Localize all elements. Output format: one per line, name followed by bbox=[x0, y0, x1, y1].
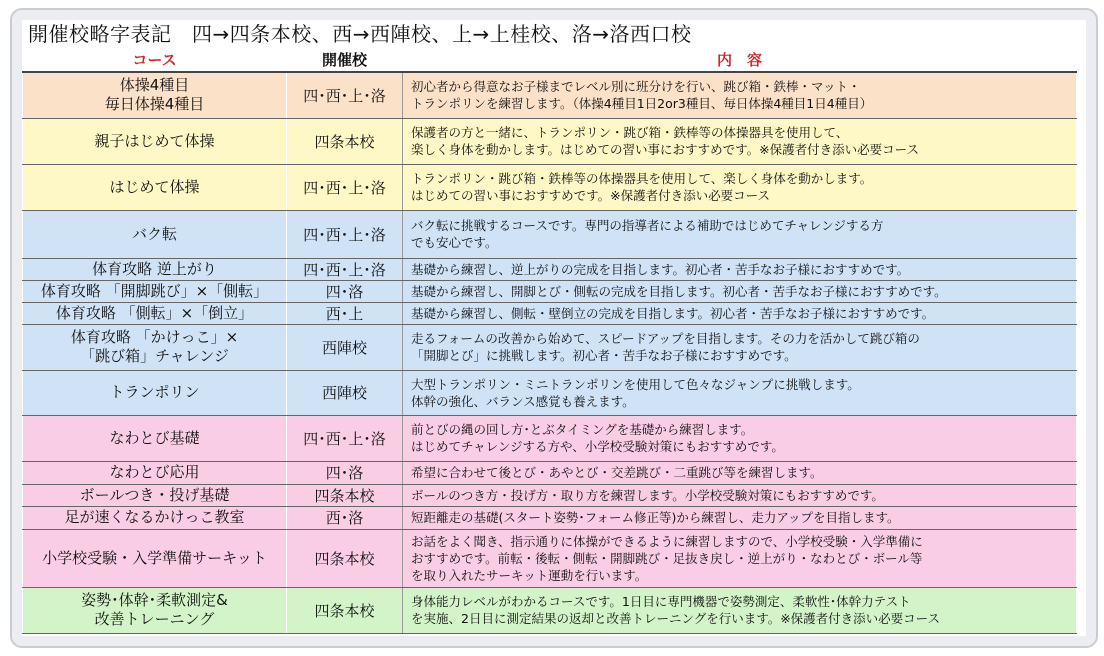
course-name: トランポリン bbox=[109, 383, 200, 401]
table-row bbox=[23, 72, 1077, 118]
content-line: おすすめです。前転・後転・側転・開脚跳び・足抜き戻し・逆上がり・なわとび・ボール等 bbox=[411, 550, 923, 566]
venue-cell: 四条本校 bbox=[287, 529, 403, 587]
venue-cell: 四･洛 bbox=[287, 461, 403, 484]
page-title: 開催校略字表記 四→四条本校、西→西陣校、上→上桂校、洛→洛西口校 bbox=[28, 22, 692, 46]
table-row bbox=[23, 118, 1077, 164]
course-name-cell bbox=[23, 280, 287, 302]
table-row bbox=[23, 370, 1077, 415]
course-name-cell bbox=[23, 370, 287, 415]
venue-cell: 四･西･上･洛 bbox=[287, 210, 403, 258]
course-name: 姿勢･体幹･柔軟測定& bbox=[81, 591, 228, 609]
course-name: バク転 bbox=[131, 224, 177, 243]
course-name-cell bbox=[23, 210, 287, 258]
table-row bbox=[23, 258, 1077, 280]
course-name: 「跳び箱」チャレンジ bbox=[80, 347, 229, 365]
course-name-cell bbox=[23, 461, 287, 484]
venue-cell: 四･西･上･洛 bbox=[287, 164, 403, 210]
content-line: 「開脚とび」に挑戦します。初心者・苦手なお子様におすすめです。 bbox=[411, 348, 797, 363]
table-row bbox=[23, 280, 1077, 302]
venue-cell: 四･西･上･洛 bbox=[287, 72, 403, 118]
course-name-cell bbox=[23, 529, 287, 587]
content-cell bbox=[403, 461, 1077, 484]
content-cell bbox=[403, 280, 1077, 302]
content-line: トランポリンを練習します。（体操4種目1日2or3種目、毎日体操4種目1日4種目） bbox=[411, 96, 873, 112]
content-cell bbox=[403, 72, 1077, 118]
course-name: 親子はじめて体操 bbox=[94, 131, 215, 150]
header-venue: 開催校 bbox=[287, 47, 403, 73]
course-name: なわとび基礎 bbox=[109, 428, 200, 447]
table-row bbox=[23, 529, 1077, 587]
content-cell bbox=[403, 370, 1077, 415]
content-line: 基礎から練習し、開脚とび・側転の完成を目指します。初心者・苦手なお子様におすすめです。 bbox=[411, 283, 947, 299]
course-name-cell bbox=[23, 258, 287, 280]
content-line: 体幹の強化、バランス感覚も養えます。 bbox=[411, 393, 635, 409]
table-row bbox=[23, 302, 1077, 324]
course-name: 小学校受験・入学準備サーキット bbox=[42, 548, 267, 567]
course-name: 改善トレーニング bbox=[94, 610, 215, 628]
header-course: コース bbox=[23, 47, 287, 73]
content-line: でも安心です。 bbox=[411, 235, 498, 250]
content-cell bbox=[403, 529, 1077, 587]
content-line: トランポリン・跳び箱・鉄棒等の体操器具を使用して、楽しく身体を動かします。 bbox=[411, 171, 873, 186]
course-name-cell bbox=[23, 324, 287, 370]
content-line: 身体能力レベルがわかるコースです。1日目に専門機器で姿勢測定、柔軟性･体幹力テスト bbox=[411, 594, 911, 609]
content-line: ボールのつき方・投げ方・取り方を練習します。小学校受験対策にもおすすめです。 bbox=[411, 487, 884, 503]
venue-cell: 西陣校 bbox=[287, 370, 403, 415]
content-cell bbox=[403, 587, 1077, 633]
content-line: 短距離走の基礎(スタート姿勢･フォーム修正等)から練習し、走力アップを目指します。 bbox=[411, 510, 900, 525]
content-line: を取り入れたサーキット運動を行います。 bbox=[411, 567, 648, 583]
content-line: 基礎から練習し、逆上がりの完成を目指します。初心者・苦手なお子様におすすめです。 bbox=[411, 261, 910, 277]
course-name-cell bbox=[23, 415, 287, 461]
content-cell bbox=[403, 324, 1077, 370]
table-header-row bbox=[23, 47, 1077, 73]
content-line: はじめてチャレンジする方や、小学校受験対策にもおすすめです。 bbox=[411, 439, 784, 454]
content-cell bbox=[403, 164, 1077, 210]
content-line: 保護者の方と一緒に、トランポリン・跳び箱・鉄棒等の体操器具を使用して、 bbox=[411, 125, 849, 140]
course-name-cell bbox=[23, 118, 287, 164]
course-name-cell bbox=[23, 164, 287, 210]
venue-cell: 西･洛 bbox=[287, 506, 403, 529]
course-name-cell bbox=[23, 587, 287, 633]
content-line: 希望に合わせて後とび・あやとび・交差跳び・二重跳び等を練習します。 bbox=[411, 465, 823, 480]
course-name: 毎日体操4種目 bbox=[104, 95, 205, 114]
course-name: なわとび応用 bbox=[109, 463, 200, 481]
venue-cell: 四条本校 bbox=[287, 484, 403, 506]
content-line: はじめての習い事におすすめです。※保護者付き添い必要コース bbox=[411, 188, 770, 203]
header-content: 内 容 bbox=[403, 47, 1077, 73]
course-name-cell bbox=[23, 302, 287, 324]
course-table bbox=[22, 46, 1077, 634]
content-cell bbox=[403, 258, 1077, 280]
content-line: 前とびの縄の回し方･とぶタイミングを基礎から練習します。 bbox=[411, 422, 754, 437]
content-cell bbox=[403, 484, 1077, 506]
table-row bbox=[23, 461, 1077, 484]
content-cell bbox=[403, 415, 1077, 461]
course-name: ボールつき・投げ基礎 bbox=[79, 485, 230, 504]
course-name: 体育攻略 「側転」×「倒立」 bbox=[55, 303, 254, 322]
course-name-cell bbox=[23, 506, 287, 529]
venue-cell: 西陣校 bbox=[287, 324, 403, 370]
table-row bbox=[23, 484, 1077, 506]
content-line: 走るフォームの改善から始めて、スピードアップを目指します。その力を活かして跳び箱の bbox=[411, 331, 920, 346]
content-line: 初心者から得意なお子様までレベル別に班分けを行い、跳び箱・鉄棒・マット・ bbox=[411, 79, 861, 95]
table-row bbox=[23, 506, 1077, 529]
table-row bbox=[23, 587, 1077, 633]
venue-cell: 四･西･上･洛 bbox=[287, 415, 403, 461]
content-cell bbox=[403, 506, 1077, 529]
course-name: はじめて体操 bbox=[109, 177, 200, 196]
content-line: 大型トランポリン・ミニトランポリンを使用して色々なジャンプに挑戦します。 bbox=[411, 376, 860, 392]
venue-cell: 四･洛 bbox=[287, 280, 403, 302]
venue-cell: 四･西･上･洛 bbox=[287, 258, 403, 280]
table-row bbox=[23, 324, 1077, 370]
content-line: 楽しく身体を動かします。はじめての習い事におすすめです。※保護者付き添い必要コース bbox=[411, 142, 919, 157]
course-name: 体育攻略 「開脚跳び」×「側転」 bbox=[40, 281, 269, 300]
venue-cell: 西･上 bbox=[287, 302, 403, 324]
content-cell bbox=[403, 210, 1077, 258]
course-name: 体育攻略 逆上がり bbox=[92, 259, 217, 278]
content-line: を実施、2日目に測定結果の返却と改善トレーニングを行います。※保護者付き添い必要コース bbox=[411, 611, 941, 626]
table-row bbox=[23, 415, 1077, 461]
venue-cell: 四条本校 bbox=[287, 587, 403, 633]
course-name: 体操4種目 bbox=[119, 76, 190, 95]
content-line: お話をよく聞き、指示通りに体操ができるように練習しますので、小学校受験・入学準備に bbox=[411, 533, 923, 549]
content-cell bbox=[403, 118, 1077, 164]
content-line: バク転に挑戦するコースです。専門の指導者による補助ではじめてチャレンジする方 bbox=[411, 218, 884, 233]
content-line: 基礎から練習し、側転・壁倒立の完成を目指します。初心者・苦手なお子様におすすめです。 bbox=[411, 305, 935, 321]
course-name-cell bbox=[23, 72, 287, 118]
venue-cell: 四条本校 bbox=[287, 118, 403, 164]
course-name-cell bbox=[23, 484, 287, 506]
table-row bbox=[23, 164, 1077, 210]
content-cell bbox=[403, 302, 1077, 324]
course-name: 体育攻略 「かけっこ」× bbox=[70, 328, 239, 346]
course-name: 足が速くなるかけっこ教室 bbox=[64, 508, 245, 526]
table-row bbox=[23, 210, 1077, 258]
